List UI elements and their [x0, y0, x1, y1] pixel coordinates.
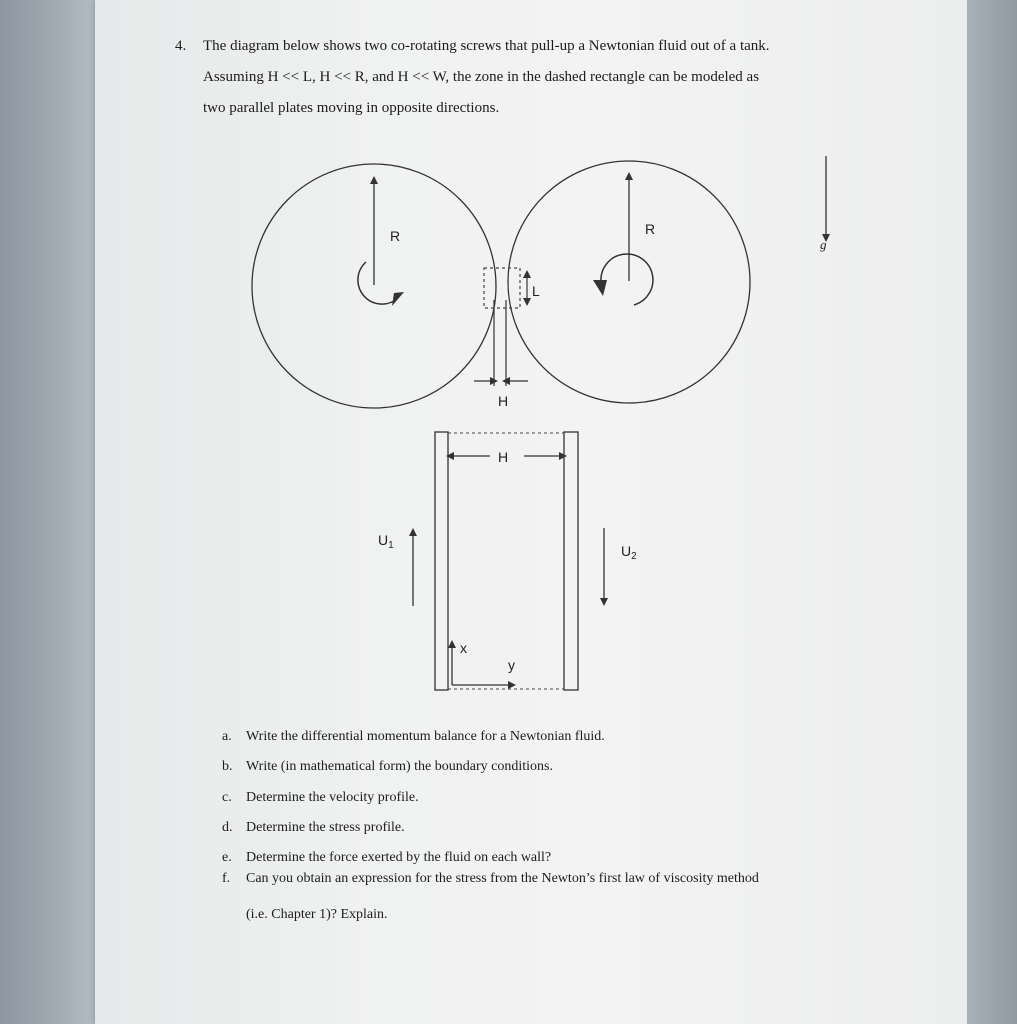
gap-length-label: L — [532, 283, 540, 299]
left-rotation-arrowhead — [392, 292, 404, 306]
question-line-1: The diagram below shows two co-rotating screws that pull-up a Newtonian fluid out of a tank. — [203, 38, 770, 54]
u2-label: $U_2$ — [621, 543, 637, 562]
right-rotation-arrowhead — [593, 280, 607, 296]
gap-dashed-rectangle — [484, 268, 520, 308]
right-radius-label: R — [645, 221, 656, 237]
right-rotation-arrow — [601, 254, 653, 305]
left-plate — [435, 432, 448, 690]
left-radius-label: R — [390, 228, 401, 244]
y-axis-label: y — [508, 657, 515, 673]
question-line-2: Assuming H << L, H << R, and H << W, the zone in the dashed rectangle can be modeled as — [203, 69, 760, 85]
right-plate — [564, 432, 578, 690]
gap-width-label: H — [498, 393, 509, 409]
gravity-label: g — [820, 237, 827, 252]
question-line-3: two parallel plates moving in opposite directions. — [203, 100, 500, 116]
left-rotation-arrow — [358, 262, 398, 304]
u1-label: $U_1$ — [378, 532, 394, 551]
plate-gap-label: H — [498, 449, 509, 465]
question-number: 4. — [175, 38, 187, 54]
x-axis-label: x — [460, 640, 467, 656]
